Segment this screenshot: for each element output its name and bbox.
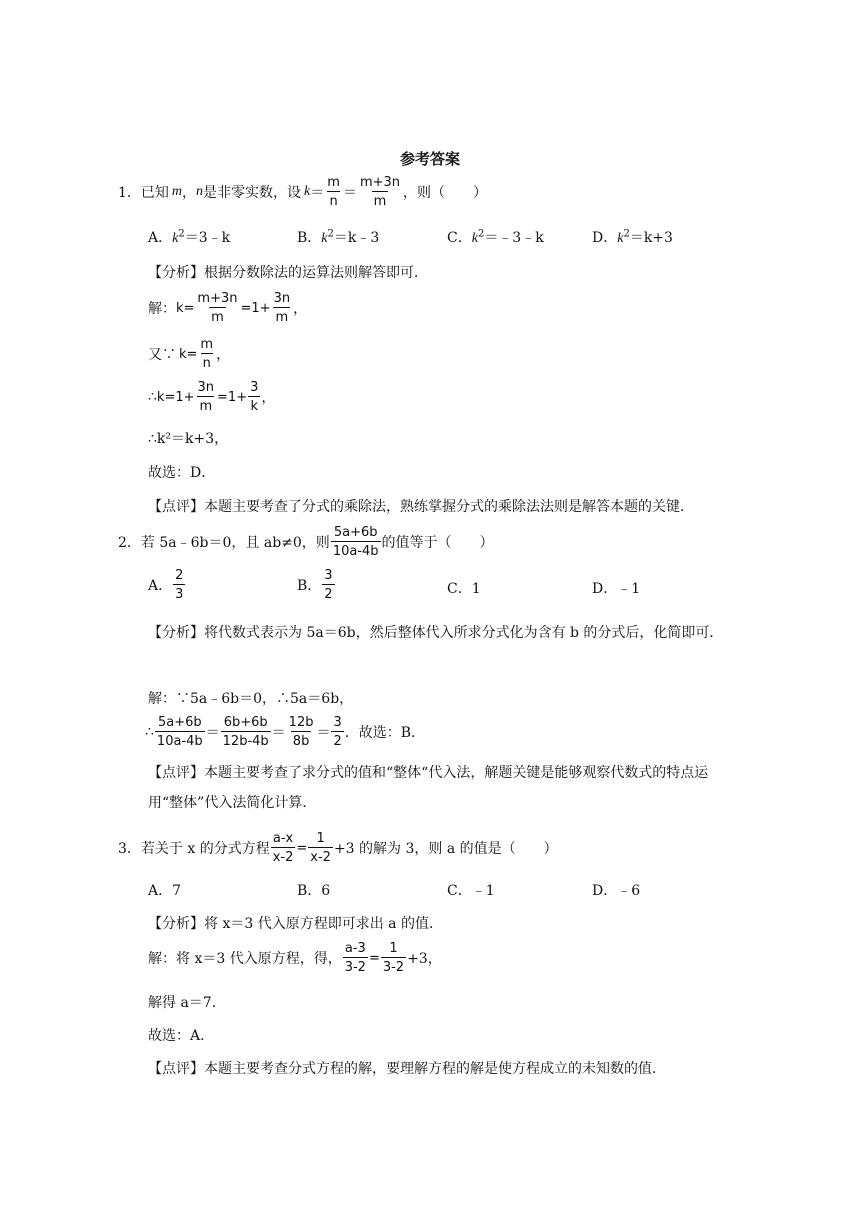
question-3-options xyxy=(148,880,748,900)
solution-2-step-1: 解：∵5a﹣6b＝0，∴5a＝6b， xyxy=(148,691,354,707)
solution-1-step-3: ∴ k=1+ $\frac{3n}{m}$ =1+ $\frac{3}{k}$ ， xyxy=(148,380,276,414)
fraction: $\frac{12b}{8b}$ xyxy=(288,715,314,749)
option-b: B．6 xyxy=(297,883,331,899)
option-c: C．1 xyxy=(447,581,481,597)
comment-3: 【点评】本题主要考查分式方程的解，要理解方程的解是使方程成立的未知数的值． xyxy=(148,1061,666,1077)
fraction: $\frac{3n}{m}$ xyxy=(273,291,291,325)
question-number: 3． xyxy=(118,841,141,857)
question-number: 2． xyxy=(118,535,141,551)
solution-2-step-2: ∴ $\frac{5a+6b}{10a-4b}$ ＝ $\frac{6b+6b}{12b-4b}$ ＝ $\frac{12b}{8b}$ ＝ $\frac{3}{2}$ ．故选：B． xyxy=(145,715,426,749)
page-title: 参考答案 xyxy=(399,150,460,168)
fraction: $\frac{m}{n}$ xyxy=(200,337,214,371)
question-number: 1． xyxy=(118,185,141,201)
option-c: C．$k^2=﹣3﹣k$ xyxy=(447,228,544,246)
question-2-options xyxy=(148,569,748,609)
solution-3-step-2: 解得 a＝7． xyxy=(148,995,226,1011)
fraction: $\frac{6b+6b}{12b-4b}$ xyxy=(222,715,269,749)
solution-3-step-1: 解：将 x＝3 代入原方程，得， $\frac{a-3}{3-2}$ = $\frac{1}{3-2}$ +3， xyxy=(148,941,442,975)
question-1-stem: 1． 已知 m ， n 是非零实数，设 k ＝ $\frac{m}{n}$ ＝ $\frac{m+3n}{m}$ ，则（ ） xyxy=(118,175,488,209)
fraction: $\frac{3}{2}$ xyxy=(333,715,342,749)
fraction: $\frac{3n}{m}$ xyxy=(197,380,215,414)
option-d: D．$k^2=k+3$ xyxy=(592,228,673,246)
analysis-2: 【分析】将代数式表示为 5a＝6b，然后整体代入所求分式化为含有 b 的分式后，化简即可． xyxy=(148,625,724,641)
option-a: A．$k^2=3﹣k$ xyxy=(148,228,231,246)
fraction: $\frac{1}{3-2}$ xyxy=(382,941,405,975)
fraction: $\frac{a-x}{x-2}$ xyxy=(272,831,294,865)
option-b: B．$k^2=k﹣3$ xyxy=(297,228,380,246)
question-3-stem: 3． 若关于 x 的分式方程 $\frac{a-x}{x-2}$ = $\frac{1}{x-2}$ +3 的解为 3，则 a 的值是（ ） xyxy=(118,831,558,865)
fraction: $\frac{3}{k}$ xyxy=(250,380,259,414)
fraction: $\frac{m+3n}{m}$ xyxy=(197,291,238,325)
option-b: B． $\frac{3}{2}$ xyxy=(297,568,333,602)
solution-1-step-4: ∴k²＝k+3， xyxy=(148,431,229,447)
comment-2: 【点评】本题主要考查了求分式的值和“整体“代入法，解题关键是能够观察代数式的特点运用“整体”代入法简化计算． xyxy=(148,765,709,811)
fraction: $\frac{5a+6b}{10a-4b}$ xyxy=(332,525,379,559)
fraction: $\frac{5a+6b}{10a-4b}$ xyxy=(156,715,203,749)
fraction: $\frac{m+3n}{m}$ xyxy=(359,175,401,209)
question-1-options xyxy=(148,227,748,247)
option-c: C．﹣1 xyxy=(447,883,495,899)
option-d: D．﹣1 xyxy=(592,581,641,597)
fraction: $\frac{a-3}{3-2}$ xyxy=(344,941,366,975)
analysis-1: 【分析】根据分数除法的运算法则解答即可． xyxy=(148,265,428,281)
fraction: $\frac{m}{n}$ xyxy=(327,175,340,209)
option-a: A．7 xyxy=(148,883,182,899)
comment-1: 【点评】本题主要考查了分式的乘除法，熟练掌握分式的乘除法法则是解答本题的关键． xyxy=(148,499,694,515)
option-d: D．﹣6 xyxy=(592,883,641,899)
solution-1-step-1: 解： k= $\frac{m+3n}{m}$ =1+ $\frac{3n}{m}$ ， xyxy=(148,291,308,325)
solution-3-answer: 故选：A． xyxy=(148,1028,215,1044)
fraction: $\frac{1}{x-2}$ xyxy=(310,831,331,865)
analysis-3: 【分析】将 x＝3 代入原方程即可求出 a 的值． xyxy=(148,916,443,932)
solution-1-step-2: 又∵ k= $\frac{m}{n}$ ， xyxy=(148,337,231,371)
option-a: A． $\frac{2}{3}$ xyxy=(148,568,184,602)
question-2-stem: 2． 若 5a﹣6b＝0，且 ab≠0，则 $\frac{5a+6b}{10a-4b}$ 的值等于（ ） xyxy=(118,525,494,559)
solution-1-answer: 故选：D． xyxy=(148,465,216,481)
